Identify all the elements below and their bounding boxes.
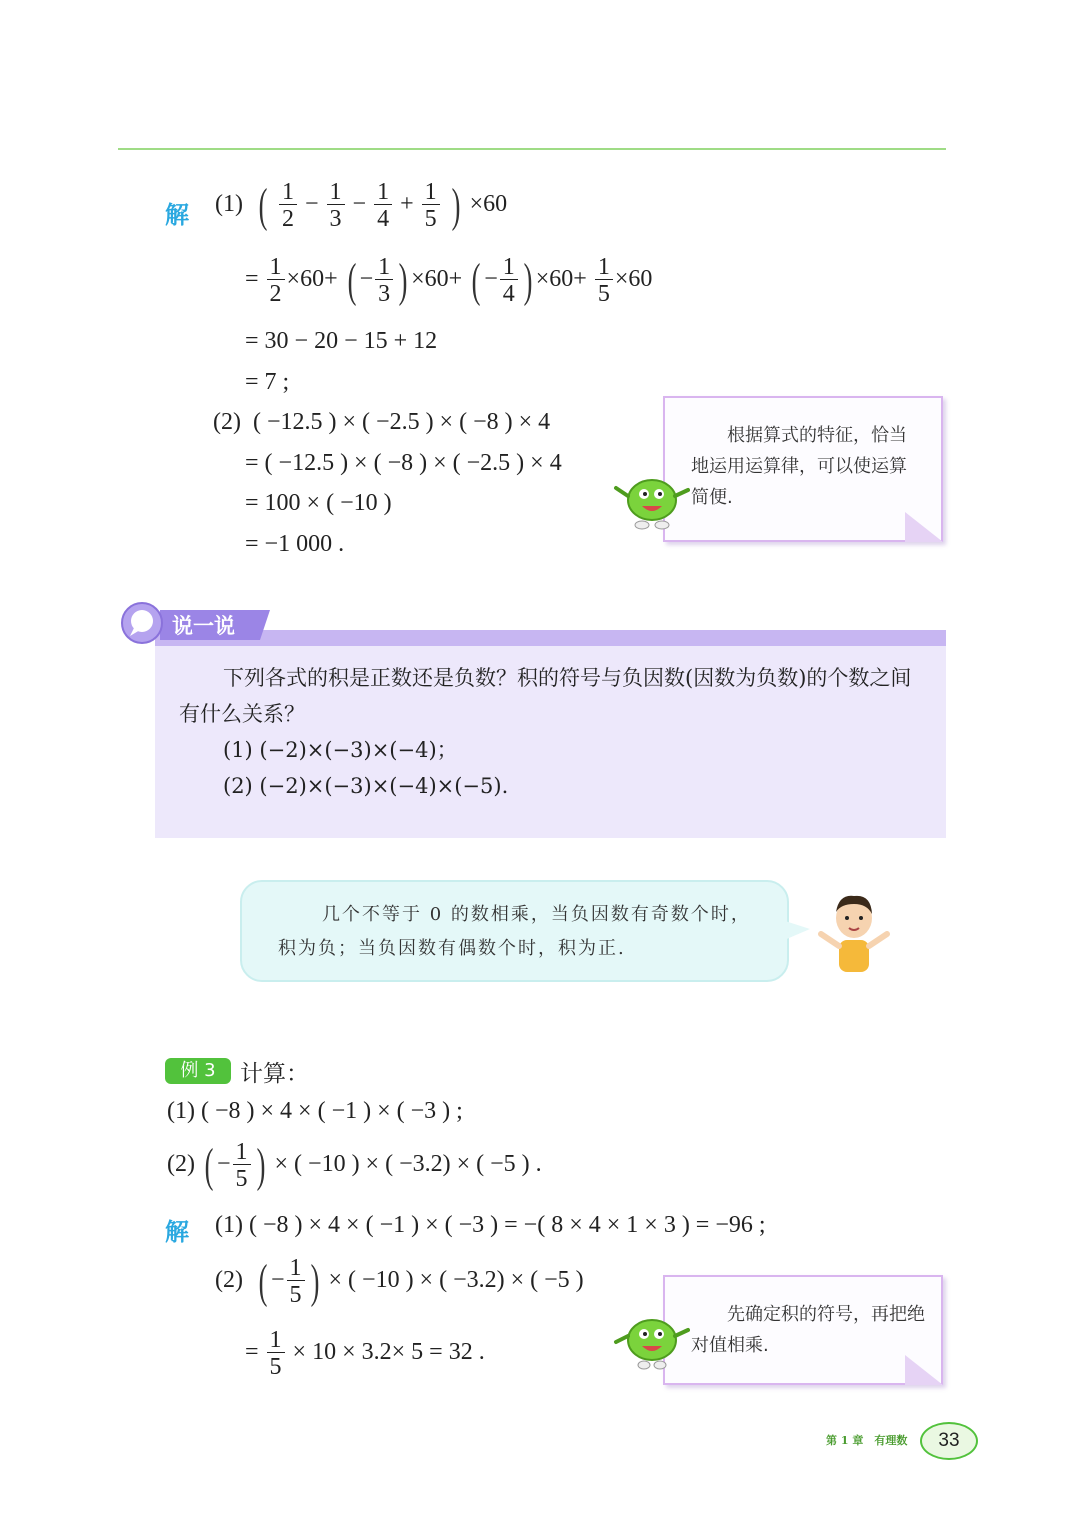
solution1-part2-line4: = −1 000 . [245, 531, 345, 557]
solution1-part1-expression [215, 180, 507, 231]
fraction: $\frac{1}{5}$ [422, 180, 440, 231]
say-item-2: (2) (−2)×(−3)×(−4)×(−5). [223, 774, 509, 798]
chapter-label: 第 1 章 有理数 [826, 1434, 908, 1447]
example-title: 计算： [240, 1061, 309, 1087]
example-question-2: (2) ( − $\frac{1}{5}$ ) × ( −10 ) × ( −3.2) × ( −5 ) . [167, 1138, 542, 1192]
operator: − [352, 191, 367, 218]
fraction: $\frac{1}{3}$ [327, 180, 345, 231]
solution1-line4: = 7 ; [245, 369, 290, 395]
say-question: 下列各式的积是正数还是负数？积的符号与负因数(因数为负数)的个数之间有什么关系？ [179, 666, 912, 726]
tip-note-2 [663, 1275, 943, 1385]
page-fold [905, 512, 943, 542]
page-fold [905, 1355, 943, 1385]
say-item-1: (1) (−2)×(−3)×(−4)； [223, 738, 458, 762]
fraction: $\frac{1}{4}$ [374, 180, 392, 231]
bubble-tail [782, 915, 812, 945]
tip-note-text: 根据算式的特征，恰当地运用运算律，可以使运算简便. [691, 425, 907, 508]
example-solution-2: (2) ( − $\frac{1}{5}$ ) × ( −10 ) × ( −3.2) × ( −5 ) [215, 1254, 584, 1308]
say-section-heading [120, 602, 275, 648]
header-rule [118, 148, 946, 150]
say-heading-text: 说一说 [172, 614, 235, 638]
operator: − [304, 191, 319, 218]
rule-bubble-text: 几个不等于 0 的数相乘，当负因数有奇数个时，积为负；当负因数有偶数个时，积为正. [278, 904, 751, 959]
example-question-1: (1) ( −8 ) × 4 × ( −1 ) × ( −3 ) ; [167, 1098, 463, 1124]
example-solution-2-line2: = $\frac{1}{5}$ × 10 × 3.2× 5 = 32 . [245, 1327, 485, 1380]
example-solution-1: (1) ( −8 ) × 4 × ( −1 ) × ( −3 ) = −( 8 × 4 × 1 × 3 ) = −96 ; [215, 1212, 766, 1238]
green-mascot-icon [612, 1310, 690, 1372]
multiplier: ×60 [469, 191, 508, 218]
boy-character-icon [815, 890, 893, 976]
operator: + [400, 191, 414, 218]
fraction: $\frac{1}{2}$ [279, 180, 297, 231]
solution-label-2: 解 [165, 1218, 189, 1246]
solution1-part2-line1: (2) ( −12.5 ) × ( −2.5 ) × ( −8 ) × 4 [213, 409, 551, 435]
left-paren: ( [258, 178, 268, 232]
say-content-box [155, 646, 946, 838]
solution1-distributive-line: = $\frac{1}{2}$ ×60+ ( − $\frac{1}{3}$ ) ×60+ ( − $\frac{1}{4}$ ) ×60+ $\frac{1}{5}$ ×60 [245, 253, 653, 307]
solution1-line3: = 30 − 20 − 15 + 12 [245, 328, 438, 354]
tip-note-2-text: 先确定积的符号，再把绝对值相乘. [691, 1304, 925, 1356]
solution-label: 解 [165, 201, 189, 229]
tip-note [663, 396, 943, 542]
solution1-part2-line2: = ( −12.5 ) × ( −8 ) × ( −2.5 ) × 4 [245, 450, 562, 476]
rule-bubble [240, 880, 789, 982]
page-number: 33 [920, 1422, 978, 1460]
part-label: (1) [215, 191, 243, 218]
green-mascot-icon [612, 470, 690, 532]
example-badge: 例 3 [165, 1058, 231, 1084]
solution1-part2-line3: = 100 × ( −10 ) [245, 490, 392, 516]
right-paren: ) [451, 178, 460, 232]
